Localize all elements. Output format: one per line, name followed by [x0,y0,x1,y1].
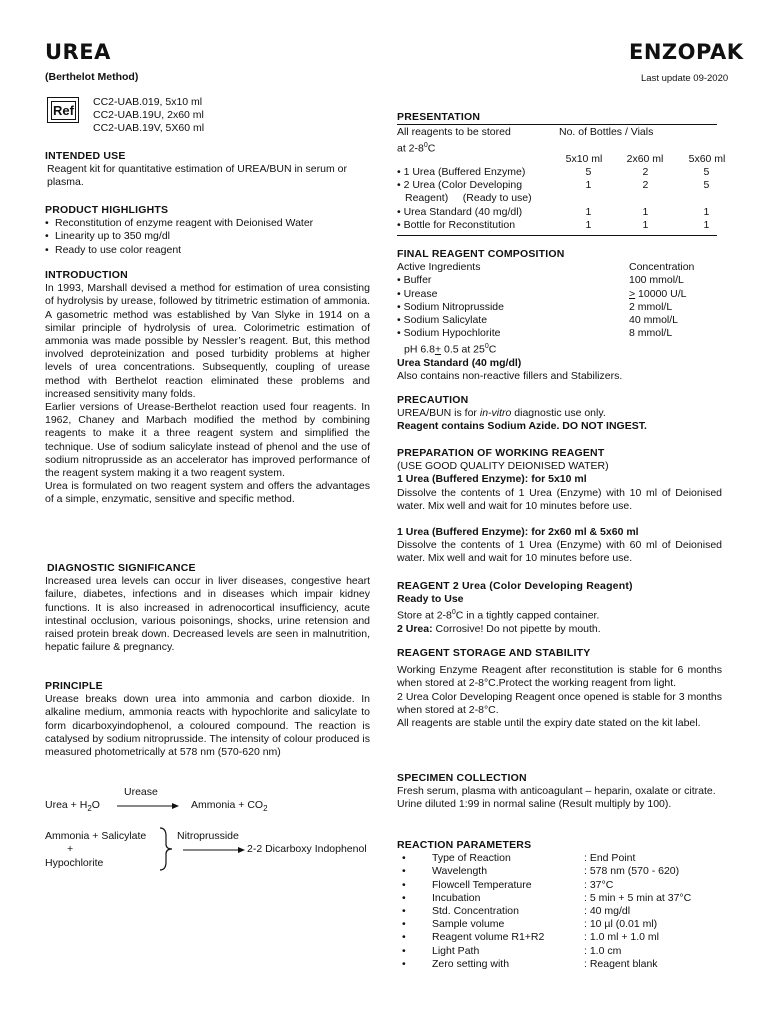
ref-line: CC2-UAB.19U, 2x60 ml [93,109,204,122]
reaction-arrow-icon [117,800,179,812]
precaution-section [397,394,722,434]
section-heading: PRINCIPLE [45,680,103,692]
section-heading: SPECIMEN COLLECTION [397,772,527,784]
table-row: • Std. Concentration : 40 mg/dl [402,905,631,918]
section-heading: FINAL REAGENT COMPOSITION [397,248,565,260]
presentation-rows [397,166,737,232]
table-row: • Zero setting with : Reagent blank [402,957,658,970]
section-heading: INTENDED USE [45,150,126,162]
diagnostic-text: Increased urea levels can occur in liver diseases, congestive heart failure, diabetes, infections and in diseases which impair kidney functions. It is also increased in adrenocortical insufficiency, acute intestinal occlusion, various poisonings, shocks, urine retension and raised protein break down. Decreased levels are seen in malnutrition, hepatic failure & pregnancy. [45,575,370,654]
composition-section [397,248,722,384]
ref-list [93,96,204,136]
specimen-paragraph: Urine diluted 1:99 in normal saline (Result multiply by 100). [397,798,672,811]
specimen-section [397,772,722,812]
table-row: • Bottle for Reconstitution 1 1 1 [397,218,710,231]
equation-2-product: 2-2 Dicarboxy Indophenol [247,843,367,855]
working-text: Dissolve the contents of 1 Urea (Enzyme) with 10 ml of Deionised water. Mix well and wait for 10 minutes before use. [397,486,722,512]
pack-size: 5x60 ml [688,153,726,165]
section-heading: PRESENTATION [397,111,481,123]
storage-header: All reagents to be stored at $2-8^0C$ [397,126,511,155]
last-update: Last update 09-2020 [641,73,729,84]
highlights-section [45,204,370,257]
ref-line: CC2-UAB.19V, 5X60 ml [93,122,205,135]
parameters-section [397,839,722,971]
ready-to-use: Ready to Use [397,593,464,606]
ref-label: Ref [51,101,76,120]
principle-section [45,680,370,759]
table-row: • Sodium Nitroprusside 2 mmol/L [397,300,673,313]
catalyst-label: Nitroprusside [177,830,239,842]
storage-paragraph: Working Enzyme Reagent after reconstitution is stable for 6 months when stored at 2-8°C.Protect the working reagent from light. [397,664,722,690]
method-subtitle: (Berthelot Method) [45,71,139,83]
pack-size: 5x10 ml [565,153,603,165]
table-row: • 2 Urea (Color Developing 1 2 5 [397,179,710,192]
section-heading: PRECAUTION [397,394,469,406]
brace-icon [158,826,174,872]
presentation-section [397,111,717,124]
equation-1-right: Ammonia + $CO_2$ [191,799,268,814]
table-row: Reagent) (Ready to use) [405,192,532,205]
intended-use-section [45,150,370,190]
pack-size: 2x60 ml [626,153,664,165]
table-row: • 1 Urea (Buffered Enzyme) 5 2 5 [397,166,710,178]
bottles-header: No. of Bottles / Vials [559,126,654,138]
table-row: • Sodium Salicylate 40 mmol/L [397,314,679,327]
table-row: • Flowcell Temperature : 37°C [402,878,614,891]
principle-text: Urease breaks down urea into ammonia and carbon dioxide. In alkaline medium, ammonia reacts with hypochlorite and salicylate to form dicarboxyindophenol, a coloured compound. The reaction is catalysed by sodium nitroprusside. The intensity of colour produced is measured photometrically at 578 nm (570-620 nm) [45,693,370,759]
section-heading: PRODUCT HIGHLIGHTS [45,204,169,216]
highlight-item: • Linearity up to 350 mg/dl [45,230,370,243]
table-row: • Urea Standard (40 mg/dl) 1 1 1 [397,205,710,218]
standard-line: Urea Standard (40 mg/dl) [397,357,522,370]
composition-note: Also contains non-reactive fillers and Stabilizers. [397,370,623,383]
intro-paragraph: Urea is formulated on two reagent system and offers the advantages of a simple, enzymatic, sensitive and specific method. [45,480,370,506]
section-heading: REAGENT 2 Urea (Color Developing Reagent) [397,580,633,592]
brand-name: ENZOPAK [629,40,744,64]
warning-line: 2 Urea: Corrosive! Do not pipette by mouth. [397,623,601,636]
section-heading: REAGENT STORAGE AND STABILITY [397,647,591,659]
table-row: • Urease > 10000 U/L [397,287,687,300]
table-row: • Type of Reaction : End Point [402,852,636,865]
working-note: (USE GOOD QUALITY DEIONISED WATER) [397,460,609,473]
working-subheading: 1 Urea (Buffered Enzyme): for 2x60 ml & 5x60 ml [397,526,639,539]
table-row: • Light Path : 1.0 cm [402,944,622,957]
reaction-arrow-icon [183,845,245,855]
section-heading: DIAGNOSTIC SIGNIFICANCE [47,562,196,574]
urease-label: Urease [124,786,158,798]
product-title: UREA [45,40,111,64]
precaution-warning: Reagent contains Sodium Azide. DO NOT INGEST. [397,420,647,433]
working-subheading: 1 Urea (Buffered Enzyme): for 5x10 ml [397,473,587,486]
highlight-item: • Reconstitution of enzyme reagent with Deionised Water [45,217,370,230]
reagent2-section [397,580,722,636]
introduction-section [45,269,370,507]
storage-line: Store at $2-8^0C$ in a tightly capped container. [397,609,600,622]
table-row: • Incubation : 5 min + 5 min at 37°C [402,891,692,904]
working-text: Dissolve the contents of 1 Urea (Enzyme) with 60 ml of Deionised water. Mix well and wait for 10 minutes before use. [397,539,722,565]
table-row: • Sample volume : 10 µl (0.01 ml) [402,918,658,931]
table-row: • Wavelength : 578 nm (570 - 620) [402,865,680,878]
section-heading: INTRODUCTION [45,269,128,281]
intro-paragraph: In 1993, Marshall devised a method for estimation of urea consisting of hydrolysis by urease, followed by titrimetric estimation of ammonia. A gasometric method was established by Van Slyke in 1914 on a similar principle of hydrolysis of urea. Colorimetric estimation of ammonia was made possible by Nessler’s reagent. But, this method involved deproteinization and posed turbidity problems at higher levels of urea concentrations. Subsequently, coupling of urease method with Berthelot reaction eliminated these problems and increased sensitivity many folds. [45,282,370,400]
presentation-table [397,124,726,236]
specimen-paragraph: Fresh serum, plasma with anticoagulant – heparin, oxalate or citrate. [397,785,716,798]
precaution-line: UREA/BUN is for in-vitro diagnostic use only. [397,407,606,420]
ref-line: CC2-UAB.019, 5x10 ml [93,96,203,108]
storage-paragraph: All reagents are stable until the expiry date stated on the kit label. [397,717,701,730]
section-heading: PREPARATION OF WORKING REAGENT [397,447,605,459]
intro-paragraph: Earlier versions of Urease-Berthelot reaction used four reagents. In 1962, Chaney and Marbach modified the method by combining reagents to make it a three reagent system and simplified the technique. Use of sodium salicylate instead of phenol and the use of sodium nitroprusside as an accelerator has improved performance of the reagent system making it a two reagent system. [45,401,370,480]
storage-section [397,647,722,730]
composition-table [397,261,722,340]
storage-paragraph: 2 Urea Color Developing Reagent once opened is stable for 3 months when stored at 2-8°C. [397,690,722,716]
ref-box [47,97,79,123]
ph-line: pH 6.8+ 0.5 at $25^0C$ [404,343,497,356]
diagnostic-section [45,562,370,654]
equation-2-plus: + [67,843,74,855]
equation-2-reactant: Hypochlorite [45,857,104,869]
table-row: • Sodium Hypochlorite 8 mmol/L [397,327,673,340]
parameters-table [397,852,717,971]
table-row: • Reagent volume R1+R2 : 1.0 ml + 1.0 ml [402,931,659,944]
working-reagent-section [397,447,722,566]
section-heading: REACTION PARAMETERS [397,839,532,851]
table-row: • Buffer 100 mmol/L [397,274,684,287]
equation-2-reactant: Ammonia + Salicylate [45,830,147,842]
equation-1-left: Urea + $H_2O$ [45,799,100,814]
table-row: Active Ingredients Concentration [397,261,695,274]
highlight-item: • Ready to use color reagent [45,244,370,257]
intended-use-text: Reagent kit for quantitative estimation of UREA/BUN in serum or plasma. [47,163,347,189]
